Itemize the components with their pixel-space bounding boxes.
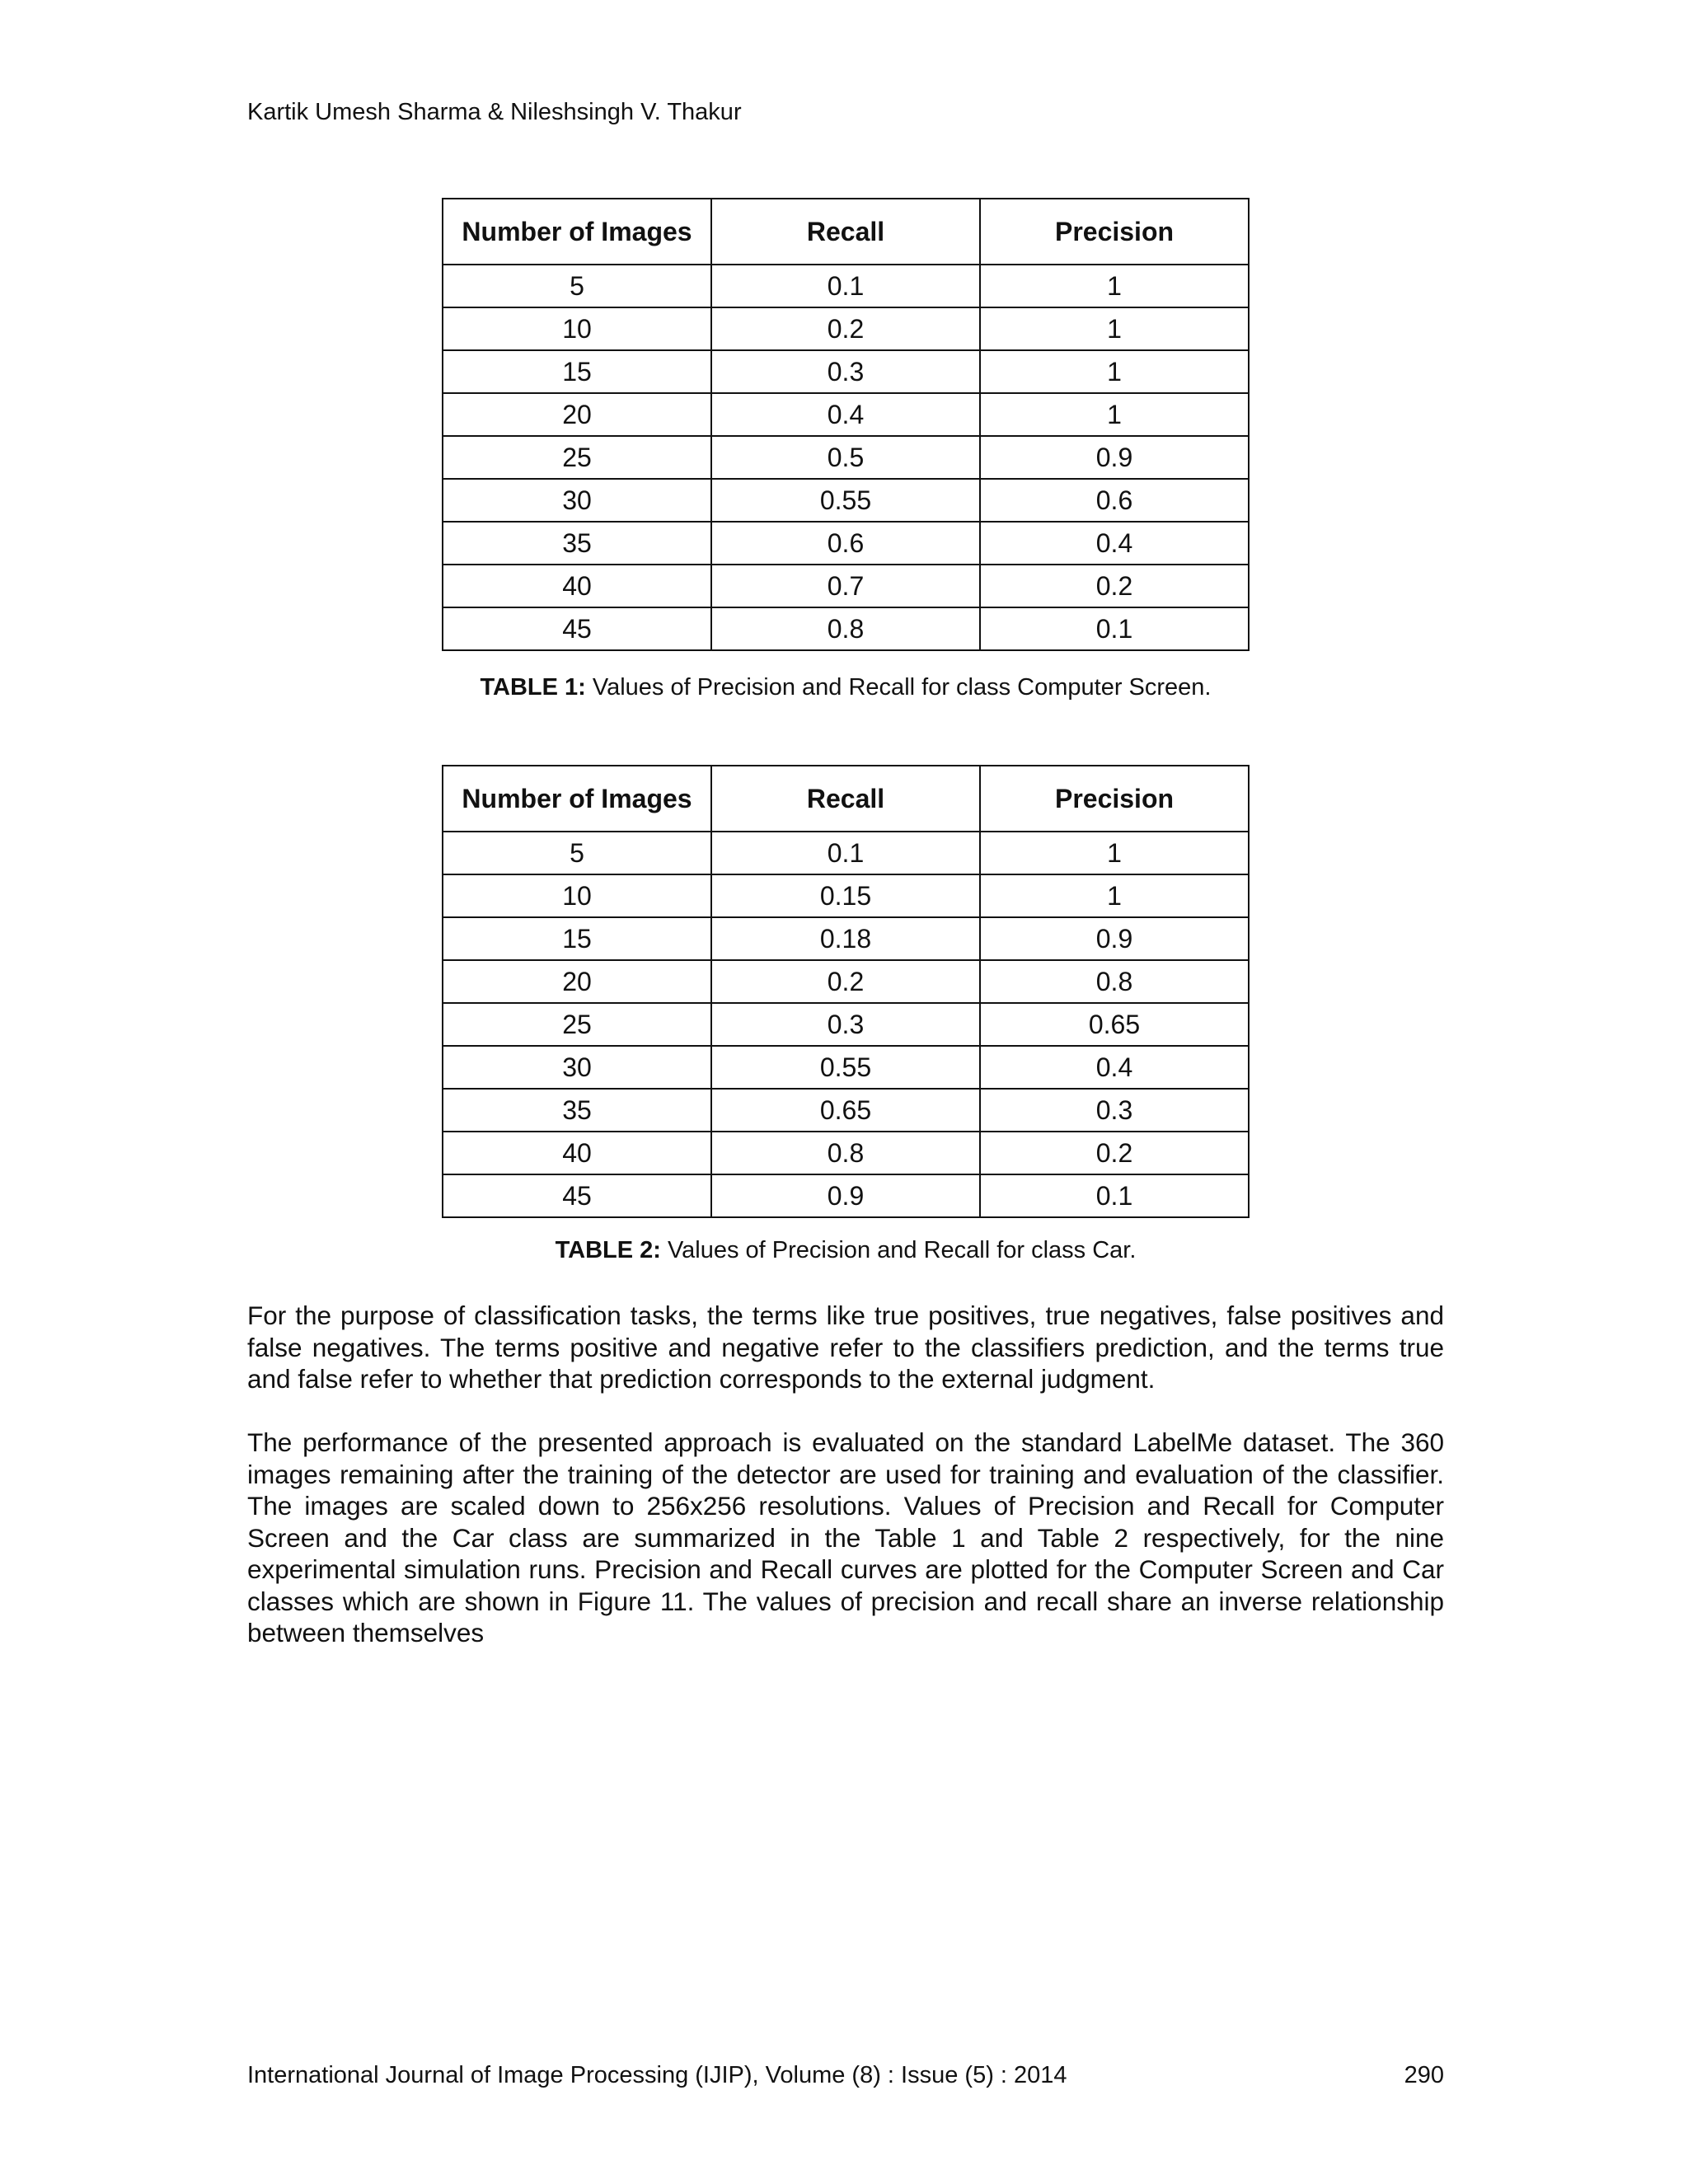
cell-recall: 0.2 — [711, 960, 980, 1003]
cell-recall: 0.55 — [711, 479, 980, 522]
cell-number-of-images: 15 — [443, 350, 711, 393]
cell-number-of-images: 10 — [443, 874, 711, 917]
table-row — [443, 1132, 1249, 1174]
table-row — [443, 1174, 1249, 1217]
cell-recall: 0.2 — [711, 307, 980, 350]
cell-number-of-images: 5 — [443, 832, 711, 874]
table-row — [443, 307, 1249, 350]
table-body — [443, 832, 1249, 1217]
cell-recall: 0.65 — [711, 1089, 980, 1132]
table-1-caption — [247, 673, 1444, 702]
table-row — [443, 1046, 1249, 1089]
cell-recall: 0.1 — [711, 265, 980, 307]
cell-number-of-images: 30 — [443, 1046, 711, 1089]
column-header-precision: Precision — [980, 199, 1249, 265]
cell-number-of-images: 40 — [443, 1132, 711, 1174]
cell-recall: 0.5 — [711, 436, 980, 479]
cell-number-of-images: 25 — [443, 1003, 711, 1046]
cell-precision: 1 — [980, 265, 1249, 307]
cell-number-of-images: 45 — [443, 1174, 711, 1217]
table-row — [443, 960, 1249, 1003]
cell-precision: 1 — [980, 832, 1249, 874]
cell-precision: 1 — [980, 874, 1249, 917]
cell-recall: 0.15 — [711, 874, 980, 917]
cell-number-of-images: 45 — [443, 607, 711, 650]
cell-precision: 1 — [980, 393, 1249, 436]
table-row — [443, 1003, 1249, 1046]
column-header-number-of-images: Number of Images — [443, 199, 711, 265]
cell-recall: 0.55 — [711, 1046, 980, 1089]
cell-precision: 0.6 — [980, 479, 1249, 522]
cell-number-of-images: 35 — [443, 1089, 711, 1132]
page-footer — [247, 2060, 1444, 2090]
table-2-caption-label: TABLE 2: — [555, 1237, 661, 1263]
cell-precision: 0.9 — [980, 436, 1249, 479]
cell-recall: 0.7 — [711, 565, 980, 607]
cell-recall: 0.3 — [711, 1003, 980, 1046]
cell-precision: 0.3 — [980, 1089, 1249, 1132]
cell-precision: 0.8 — [980, 960, 1249, 1003]
table-2-caption — [247, 1235, 1444, 1265]
cell-number-of-images: 40 — [443, 565, 711, 607]
cell-recall: 0.9 — [711, 1174, 980, 1217]
cell-number-of-images: 15 — [443, 917, 711, 960]
table-2-caption-text: Values of Precision and Recall for class Car. — [660, 1237, 1137, 1263]
cell-number-of-images: 30 — [443, 479, 711, 522]
cell-recall: 0.1 — [711, 832, 980, 874]
column-header-number-of-images: Number of Images — [443, 766, 711, 832]
table-body — [443, 265, 1249, 650]
table-row — [443, 350, 1249, 393]
cell-precision: 0.1 — [980, 1174, 1249, 1217]
table-row — [443, 607, 1249, 650]
table-row — [443, 1089, 1249, 1132]
cell-number-of-images: 20 — [443, 960, 711, 1003]
cell-number-of-images: 35 — [443, 522, 711, 565]
cell-precision: 0.1 — [980, 607, 1249, 650]
cell-recall: 0.8 — [711, 1132, 980, 1174]
table-header-row — [443, 199, 1249, 265]
cell-precision: 0.4 — [980, 1046, 1249, 1089]
cell-precision: 0.4 — [980, 522, 1249, 565]
cell-recall: 0.6 — [711, 522, 980, 565]
body-paragraph-1: For the purpose of classification tasks, the terms like true positives, true negatives, false positives and false negatives. The terms positive and negative refer to the classifiers prediction, and the terms true and false refer to whether that prediction corresponds to the external judgment. — [247, 1301, 1444, 1394]
cell-recall: 0.4 — [711, 393, 980, 436]
column-header-recall: Recall — [711, 766, 980, 832]
column-header-recall: Recall — [711, 199, 980, 265]
table-row — [443, 436, 1249, 479]
footer-journal-citation: International Journal of Image Processing (IJIP), Volume (8) : Issue (5) : 2014 — [247, 2062, 1067, 2088]
table-row — [443, 874, 1249, 917]
table-2 — [442, 765, 1250, 1218]
table-1 — [442, 198, 1250, 651]
cell-recall: 0.8 — [711, 607, 980, 650]
table-row — [443, 565, 1249, 607]
cell-precision: 1 — [980, 307, 1249, 350]
table-row — [443, 522, 1249, 565]
cell-precision: 1 — [980, 350, 1249, 393]
cell-precision: 0.9 — [980, 917, 1249, 960]
table-row — [443, 265, 1249, 307]
table-row — [443, 832, 1249, 874]
cell-number-of-images: 5 — [443, 265, 711, 307]
cell-precision: 0.2 — [980, 565, 1249, 607]
table-header-row — [443, 766, 1249, 832]
page-number: 290 — [1404, 2062, 1444, 2088]
cell-number-of-images: 20 — [443, 393, 711, 436]
body-paragraph-2: The performance of the presented approach is evaluated on the standard LabelMe dataset. The 360 images remaining after the training of the detector are used for training and evaluation of the classifier. The images are scaled down to 256x256 resolutions. Values of Precision and Recall for Computer Screen and the Car class are summarized in the Table 1 and Table 2 respectively, for the nine experimental simulation runs. Precision and Recall curves are plotted for the Computer Screen and Car classes which are shown in Figure 11. The values of precision and recall share an inverse relationship between themselves — [247, 1427, 1444, 1647]
cell-number-of-images: 25 — [443, 436, 711, 479]
table-row — [443, 479, 1249, 522]
column-header-precision: Precision — [980, 766, 1249, 832]
table-1-caption-label: TABLE 1: — [480, 674, 586, 701]
cell-precision: 0.2 — [980, 1132, 1249, 1174]
cell-recall: 0.18 — [711, 917, 980, 960]
cell-precision: 0.65 — [980, 1003, 1249, 1046]
running-header-authors: Kartik Umesh Sharma & Nileshsingh V. Thakur — [247, 99, 742, 125]
cell-number-of-images: 10 — [443, 307, 711, 350]
table-row — [443, 917, 1249, 960]
table-1-caption-text: Values of Precision and Recall for class Computer Screen. — [585, 674, 1212, 701]
table-row — [443, 393, 1249, 436]
cell-recall: 0.3 — [711, 350, 980, 393]
